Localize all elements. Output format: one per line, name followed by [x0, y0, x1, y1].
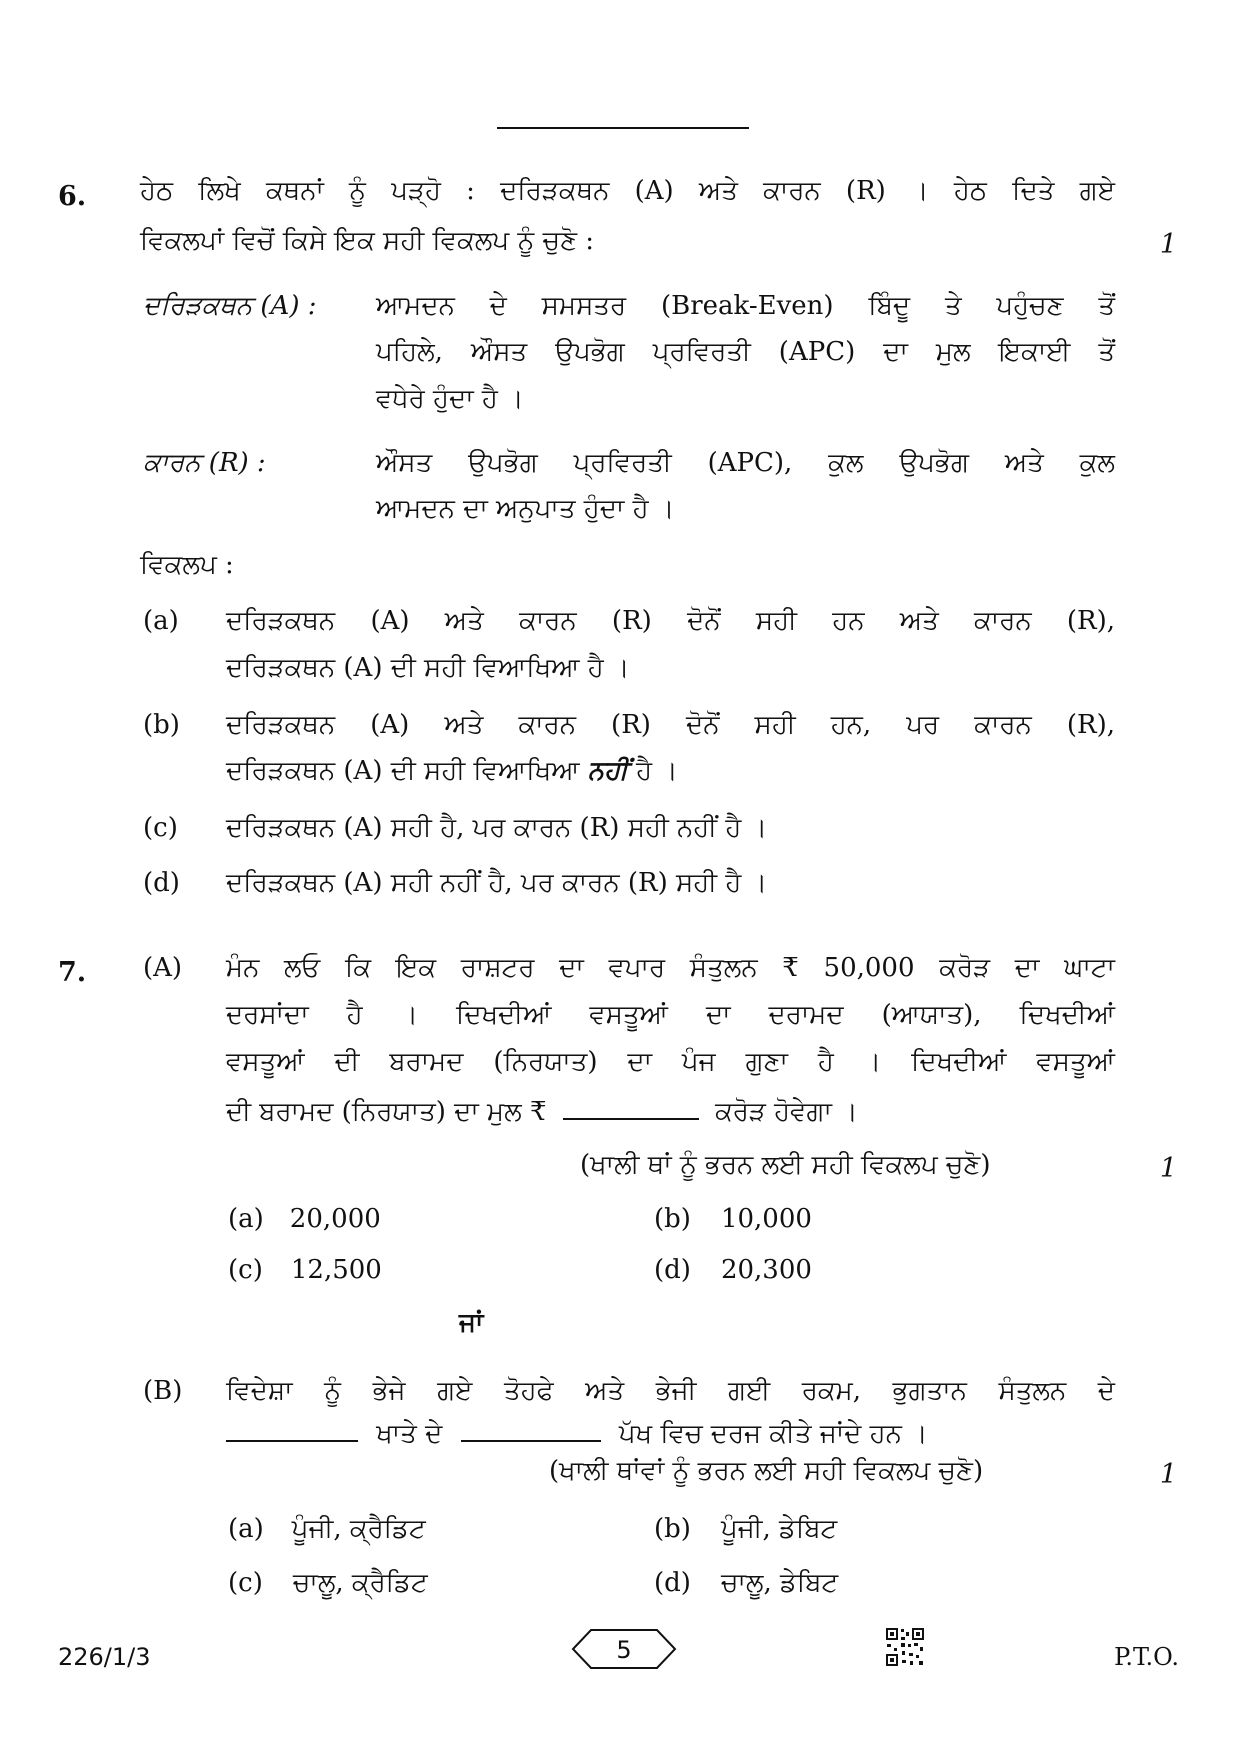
- q6-option-a-label: (a): [143, 606, 179, 636]
- option-label: (b): [654, 1204, 691, 1234]
- q7-partA-option-d: [654, 1255, 812, 1285]
- option-value: ਚਾਲੂ, ਡੇਬਿਟ: [720, 1568, 839, 1598]
- option-label: (a): [228, 1514, 264, 1544]
- option-label: (c): [228, 1568, 263, 1598]
- q6-option-c-text: ਦਰਿੜਕਥਨ (A) ਸਹੀ ਹੈ, ਪਰ ਕਾਰਨ (R) ਸਹੀ ਨਹੀਂ ਹੈ ।: [226, 813, 768, 843]
- q6-option-b-line2-emph: ਨਹੀਂ: [587, 756, 628, 786]
- option-label: (c): [228, 1255, 263, 1285]
- q7-partA-line4-post: ਕਰੋੜ ਹੋਵੇਗਾ ।: [715, 1097, 858, 1127]
- q6-assertion-line3: ਵਧੇਰੇ ਹੁੰਦਾ ਹੈ ।: [376, 384, 524, 414]
- q7-partB-blank-1: [226, 1418, 358, 1442]
- qr-code-graphic: [885, 1627, 925, 1667]
- q7-partB-option-b: [654, 1514, 837, 1545]
- q7-partA-option-a: [228, 1204, 381, 1234]
- q7-partB-line2-post: ਪੱਖ ਵਿਚ ਦਰਜ ਕੀਤੇ ਜਾਂਦੇ ਹਨ ।: [618, 1419, 928, 1449]
- q6-option-a-line1: ਦਰਿੜਕਥਨ (A) ਅਤੇ ਕਾਰਨ (R) ਦੋਨੋਂ ਸਹੀ ਹਨ ਅਤੇ ਕਾਰਨ (R),: [226, 606, 1115, 636]
- q6-reason-line1: ਔਸਤ ਉਪਭੋਗ ਪ੍ਰਵਿਰਤੀ (APC), ਕੁਲ ਉਪਭੋਗ ਅਤੇ ਕੁਲ: [376, 448, 1115, 478]
- q6-marks: 1: [1159, 229, 1177, 260]
- q7-partB-option-a: [228, 1514, 426, 1545]
- q6-option-b-line2: [226, 758, 678, 784]
- option-label: (b): [654, 1514, 691, 1544]
- q6-options-heading: ਵਿਕਲਪ :: [140, 550, 234, 580]
- q7-partB-hint: (ਖਾਲੀ ਥਾਂਵਾਂ ਨੂੰ ਭਰਨ ਲਈ ਸਹੀ ਵਿਕਲਪ ਚੁਣੋ): [549, 1456, 984, 1486]
- q7-partB-line2-mid: ਖਾਤੇ ਦੇ: [376, 1419, 443, 1449]
- q6-reason-label: ਕਾਰਨ (R) :: [143, 448, 266, 478]
- option-value: ਚਾਲੂ, ਕ੍ਰੈਡਿਟ: [292, 1568, 428, 1598]
- q6-option-b-line2-pre: ਦਰਿੜਕਥਨ (A) ਦੀ ਸਹੀ ਵਿਆਖਿਆ: [226, 756, 580, 786]
- q7-partA-line2: ਦਰਸਾਂਦਾ ਹੈ । ਦਿਖਦੀਆਂ ਵਸਤੂਆਂ ਦਾ ਦਰਾਮਦ (ਆਯਾਤ), ਦਿਖਦੀਆਂ: [226, 1000, 1115, 1030]
- paper-code: 226/1/3: [58, 1643, 151, 1671]
- q6-option-a-line2: ਦਰਿੜਕਥਨ (A) ਦੀ ਸਹੀ ਵਿਆਖਿਆ ਹੈ ।: [226, 653, 630, 683]
- q6-option-b-line2-post: ਹੈ ।: [636, 756, 678, 786]
- q6-option-b-line1: ਦਰਿੜਕਥਨ (A) ਅਤੇ ਕਾਰਨ (R) ਦੋਨੋਂ ਸਹੀ ਹਨ, ਪਰ ਕਾਰਨ (R),: [226, 710, 1115, 740]
- q7-partB-option-c: [228, 1568, 428, 1599]
- option-value: 20,300: [720, 1255, 812, 1285]
- q7-partA-hint: (ਖਾਲੀ ਥਾਂ ਨੂੰ ਭਰਨ ਲਈ ਸਹੀ ਵਿਕਲਪ ਚੁਣੋ): [580, 1150, 991, 1180]
- qr-code-icon: [885, 1627, 925, 1667]
- q6-instruction-line2: ਵਿਕਲਪਾਂ ਵਿਚੋਂ ਕਿਸੇ ਇਕ ਸਹੀ ਵਿਕਲਪ ਨੂੰ ਚੁਣੋ :: [140, 226, 595, 256]
- option-value: 10,000: [720, 1204, 812, 1234]
- q7-number: 7.: [58, 957, 87, 988]
- page-number: 5: [616, 1636, 632, 1664]
- q6-assertion-label: ਦਰਿੜਕਥਨ (A) :: [143, 291, 317, 321]
- q6-option-c-label: (c): [143, 813, 178, 843]
- option-label: (a): [228, 1204, 264, 1234]
- q7-partB-blank-2: [461, 1418, 601, 1442]
- option-value: 12,500: [290, 1255, 382, 1285]
- q7-partB-line2: [226, 1418, 928, 1447]
- option-label: (d): [654, 1568, 691, 1598]
- q7-partA-line4-pre: ਦੀ ਬਰਾਮਦ (ਨਿਰਯਾਤ) ਦਾ ਮੁਲ ₹: [226, 1097, 547, 1127]
- q6-option-d-label: (d): [143, 868, 180, 898]
- page-number-badge: [569, 1627, 679, 1671]
- q7-partB-label: (B): [143, 1376, 183, 1406]
- q7-or-text: ਜਾਂ: [459, 1308, 484, 1338]
- q7-partA-blank: [563, 1096, 699, 1120]
- option-value: ਪੂੰਜੀ, ਕ੍ਰੈਡਿਟ: [291, 1514, 426, 1544]
- q7-partA-marks: 1: [1159, 1153, 1177, 1184]
- q7-partA-label: (A): [143, 953, 183, 983]
- pto-text: P.T.O.: [1114, 1643, 1179, 1671]
- top-rule: [497, 127, 749, 129]
- q6-assertion-line1: ਆਮਦਨ ਦੇ ਸਮਸਤਰ (Break-Even) ਬਿੰਦੂ ਤੇ ਪਹੁੰਚਣ ਤੋਂ: [376, 291, 1115, 321]
- option-value: ਪੂੰਜੀ, ਡੇਬਿਟ: [720, 1514, 838, 1544]
- q7-partB-marks: 1: [1159, 1459, 1177, 1490]
- option-label: (d): [654, 1255, 691, 1285]
- q6-assertion-line2: ਪਹਿਲੇ, ਔਸਤ ਉਪਭੋਗ ਪ੍ਰਵਿਰਤੀ (APC) ਦਾ ਮੁਲ ਇਕਾਈ ਤੋਂ: [376, 337, 1115, 367]
- q7-partA-line4: [226, 1096, 858, 1125]
- q7-partA-line3: ਵਸਤੂਆਂ ਦੀ ਬਰਾਮਦ (ਨਿਰਯਾਤ) ਦਾ ਪੰਜ ਗੁਣਾ ਹੈ । ਦਿਖਦੀਆਂ ਵਸਤੂਆਂ: [226, 1047, 1115, 1077]
- q6-option-b-label: (b): [143, 710, 180, 740]
- option-value: 20,000: [289, 1204, 381, 1234]
- q7-partA-line1: ਮੰਨ ਲਓ ਕਿ ਇਕ ਰਾਸ਼ਟਰ ਦਾ ਵਪਾਰ ਸੰਤੁਲਨ ₹ 50,000 ਕਰੋੜ ਦਾ ਘਾਟਾ: [226, 953, 1115, 983]
- q6-instruction-line1: ਹੇਠ ਲਿਖੇ ਕਥਨਾਂ ਨੂੰ ਪੜ੍ਹੋ : ਦਰਿੜਕਥਨ (A) ਅਤੇ ਕਾਰਨ (R) । ਹੇਠ ਦਿਤੇ ਗਏ: [140, 176, 1115, 206]
- q6-number: 6.: [58, 181, 87, 212]
- q6-option-d-text: ਦਰਿੜਕਥਨ (A) ਸਹੀ ਨਹੀਂ ਹੈ, ਪਰ ਕਾਰਨ (R) ਸਹੀ ਹੈ ।: [226, 868, 768, 898]
- q7-partB-line1: ਵਿਦੇਸ਼ਾ ਨੂੰ ਭੇਜੇ ਗਏ ਤੋਹਫੇ ਅਤੇ ਭੇਜੀ ਗਈ ਰਕਮ, ਭੁਗਤਾਨ ਸੰਤੁਲਨ ਦੇ: [226, 1376, 1115, 1406]
- q7-partB-option-d: [654, 1568, 838, 1599]
- q7-partA-option-c: [228, 1255, 382, 1285]
- q6-reason-line2: ਆਮਦਨ ਦਾ ਅਨੁਪਾਤ ਹੁੰਦਾ ਹੈ ।: [376, 494, 675, 524]
- q7-partA-option-b: [654, 1204, 812, 1234]
